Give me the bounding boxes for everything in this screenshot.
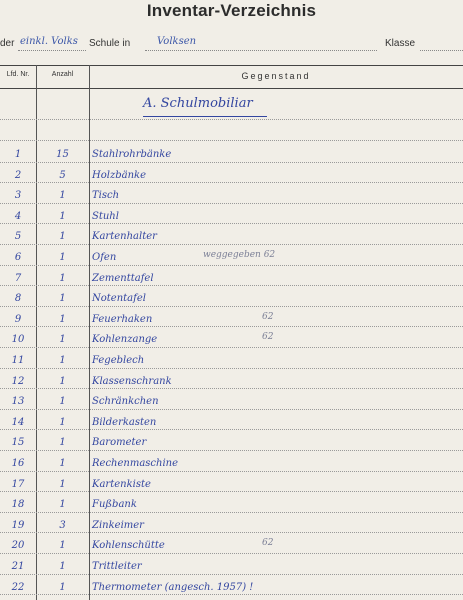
row-quantity: 1 [59, 416, 66, 428]
row-item: Zinkeimer [92, 519, 144, 531]
row-quantity: 3 [59, 519, 66, 531]
row-item: Feuerhaken [92, 313, 153, 325]
row-number: 8 [14, 293, 22, 305]
row-line [0, 119, 463, 120]
row-number: 11 [11, 355, 25, 366]
table-row [0, 410, 463, 431]
row-item: Kohlenschütte [92, 540, 165, 552]
table-row [0, 224, 463, 245]
row-item: Thermometer (angesch. 1957) ! [92, 581, 254, 593]
table-row [0, 245, 463, 266]
row-number: 5 [14, 231, 22, 243]
school-label: Schule in [89, 38, 131, 49]
column-header-nr: Lfd. Nr. [6, 71, 30, 78]
row-quantity: 1 [59, 499, 66, 511]
row-quantity: 1 [59, 458, 66, 469]
row-number: 13 [11, 396, 25, 408]
row-quantity: 15 [56, 149, 69, 160]
row-quantity: 1 [59, 375, 66, 387]
row-quantity: 1 [59, 355, 66, 366]
row-item: Fußbank [92, 499, 137, 511]
row-item: Stahlrohrbänke [92, 149, 172, 160]
row-item: Rechenmaschine [92, 458, 179, 469]
table-row [0, 266, 463, 287]
row-item: Klassenschrank [92, 375, 172, 387]
table-row [0, 554, 463, 575]
table-row [0, 204, 463, 225]
table-row [0, 451, 463, 472]
row-quantity: 1 [59, 231, 66, 243]
row-item: Schränkchen [92, 396, 159, 408]
document-title: Inventar-Verzeichnis [146, 1, 317, 20]
row-number: 10 [11, 334, 25, 346]
row-number: 18 [11, 499, 25, 511]
header-prefix: der [0, 38, 15, 49]
row-item: Kartenkiste [92, 478, 151, 490]
table-header [0, 65, 463, 89]
row-number: 16 [11, 458, 25, 469]
section-underline [143, 116, 267, 117]
row-number: 7 [14, 272, 22, 284]
table-row [0, 575, 463, 596]
row-note: weggegeben 62 [203, 250, 276, 260]
row-number: 21 [11, 561, 25, 572]
row-item: Tisch [92, 190, 120, 202]
class-label: Klasse [385, 38, 416, 49]
row-number: 3 [14, 190, 22, 202]
row-quantity: 1 [59, 540, 66, 552]
row-quantity: 1 [59, 561, 66, 572]
row-quantity: 1 [59, 210, 66, 222]
row-number: 4 [14, 210, 22, 222]
table-row [0, 327, 463, 348]
place-value: Volksen [157, 36, 197, 47]
table-row [0, 369, 463, 390]
row-note: 62 [262, 311, 274, 322]
school-type-value: einkl. Volks [20, 36, 78, 47]
table-row [0, 348, 463, 369]
dotted-rule [420, 50, 463, 51]
row-quantity: 1 [59, 293, 66, 305]
column-header-anzahl: Anzahl [51, 71, 74, 78]
row-item: Notentafel [92, 293, 146, 305]
table-row [0, 307, 463, 328]
row-number: 20 [11, 540, 25, 552]
row-number: 22 [11, 581, 25, 593]
row-quantity: 1 [59, 437, 66, 449]
row-item: Zementtafel [92, 272, 154, 284]
table-row [0, 389, 463, 410]
table-row [0, 430, 463, 451]
table-row [0, 142, 463, 163]
row-item: Kohlenzange [92, 334, 158, 346]
row-quantity: 1 [59, 581, 66, 593]
column-header-gegenstand: Gegenstand [241, 71, 311, 81]
row-item: Kartenhalter [92, 231, 157, 243]
section-title: A. Schulmobiliar [143, 96, 253, 111]
row-number: 17 [11, 478, 25, 490]
row-item: Holzbänke [92, 169, 146, 181]
row-quantity: 1 [59, 396, 66, 408]
row-note: 62 [262, 538, 274, 549]
row-number: 12 [11, 375, 25, 387]
dotted-rule [18, 50, 86, 51]
dotted-rule [145, 50, 377, 51]
row-number: 2 [14, 169, 22, 181]
table-row [0, 286, 463, 307]
row-item: Trittleiter [92, 561, 142, 572]
row-number: 1 [14, 149, 22, 160]
row-quantity: 1 [59, 272, 66, 284]
table-row [0, 533, 463, 554]
row-number: 15 [11, 437, 25, 449]
table-row [0, 183, 463, 204]
table-row [0, 163, 463, 184]
row-line [0, 140, 463, 141]
row-number: 14 [11, 416, 25, 428]
table-row [0, 472, 463, 493]
row-item: Fegeblech [92, 355, 145, 366]
row-quantity: 1 [59, 313, 66, 325]
table-row [0, 513, 463, 534]
row-item: Bilderkasten [92, 416, 157, 428]
row-quantity: 1 [59, 252, 66, 263]
row-quantity: 1 [59, 478, 66, 490]
row-item: Stuhl [92, 210, 119, 222]
row-item: Barometer [92, 437, 147, 449]
table-row [0, 492, 463, 513]
row-item: Ofen [92, 252, 117, 263]
row-number: 6 [14, 252, 22, 263]
row-note: 62 [262, 332, 274, 343]
row-quantity: 1 [59, 334, 66, 346]
row-number: 9 [14, 313, 22, 325]
row-quantity: 5 [59, 169, 66, 181]
row-quantity: 1 [59, 190, 66, 202]
row-number: 19 [11, 519, 25, 531]
